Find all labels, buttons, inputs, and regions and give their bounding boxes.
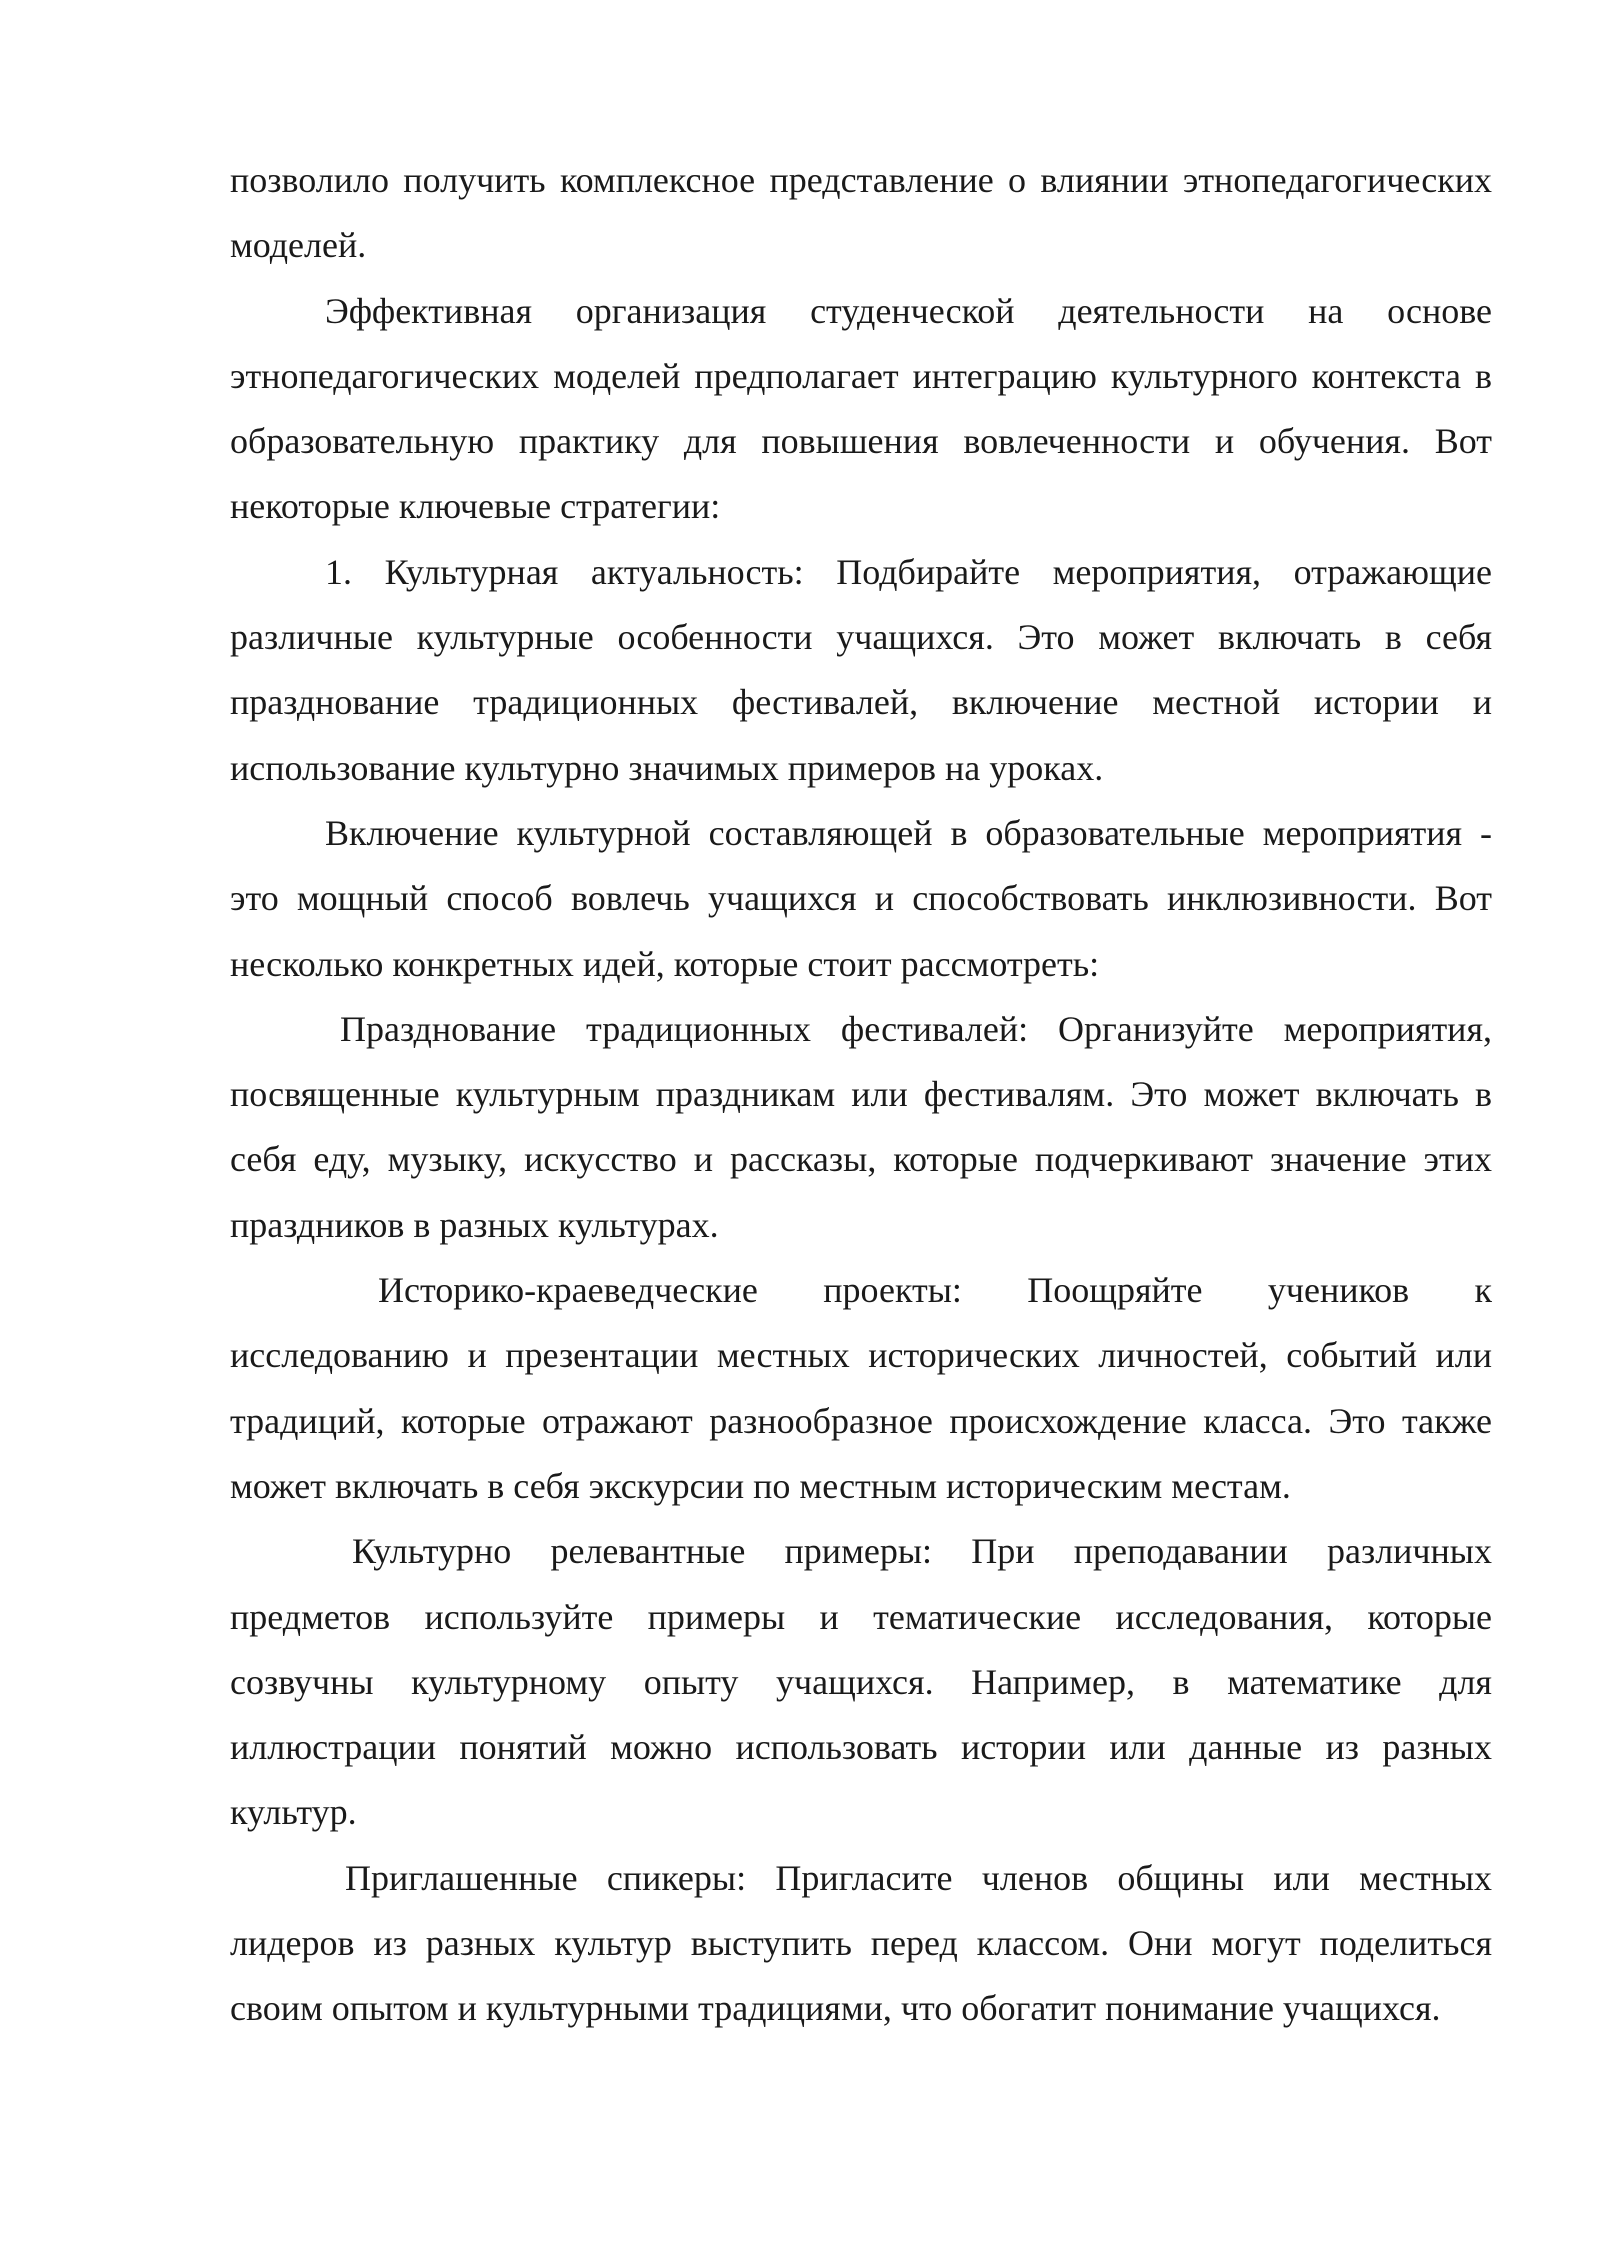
paragraph-festivals: Празднование традиционных фестивалей: Организуйте мероприятия, посвященные культурным праздникам или фестивалям. Это может включать в себя еду, музыку, искусство и рассказы, которые подчеркивают значение этих праздников в разных культурах. bbox=[230, 1008, 1492, 1245]
paragraph-guest-speakers: Приглашенные спикеры: Пригласите членов общины или местных лидеров из разных культур выступить перед классом. Они могут поделиться своим опытом и культурными традициями, что обогатит понимание учащихся. bbox=[230, 1857, 1492, 2029]
paragraph-local-history: Историко-краеведческие проекты: Поощряйте учеников к исследованию и презентации местных исторических личностей, событий или традиций, которые отражают разнообразное происхождение класса. Это также может включать в себя экскурсии по местным историческим местам. bbox=[230, 1270, 1492, 1506]
paragraph-strategy-1: 1. Культурная актуальность: Подбирайте мероприятия, отражающие различные культурные особенности учащихся. Это может включать в себя празднование традиционных фестивалей, включение местной истории и использование культурно значимых примеров на уроках. bbox=[230, 551, 1492, 788]
paragraph-cultural-component: Включение культурной составляющей в образовательные мероприятия - это мощный способ вовлечь учащихся и способствовать инклюзивности. Вот несколько конкретных идей, которые стоит рассмотреть: bbox=[230, 812, 1492, 984]
document-body bbox=[230, 148, 1492, 2042]
paragraph-continuation: позволило получить комплексное представление о влиянии этнопедагогических моделей. bbox=[230, 160, 1492, 266]
paragraph-intro: Эффективная организация студенческой деятельности на основе этнопедагогических моделей предполагает интеграцию культурного контекста в образовательную практику для повышения вовлеченности и обучения. Вот некоторые ключевые стратегии: bbox=[230, 290, 1492, 527]
paragraph-relevant-examples: Культурно релевантные примеры: При преподавании различных предметов используйте примеры и тематические исследования, которые созвучны культурному опыту учащихся. Например, в математике для иллюстрации понятий можно использовать истории или данные из разных культур. bbox=[230, 1531, 1492, 1833]
